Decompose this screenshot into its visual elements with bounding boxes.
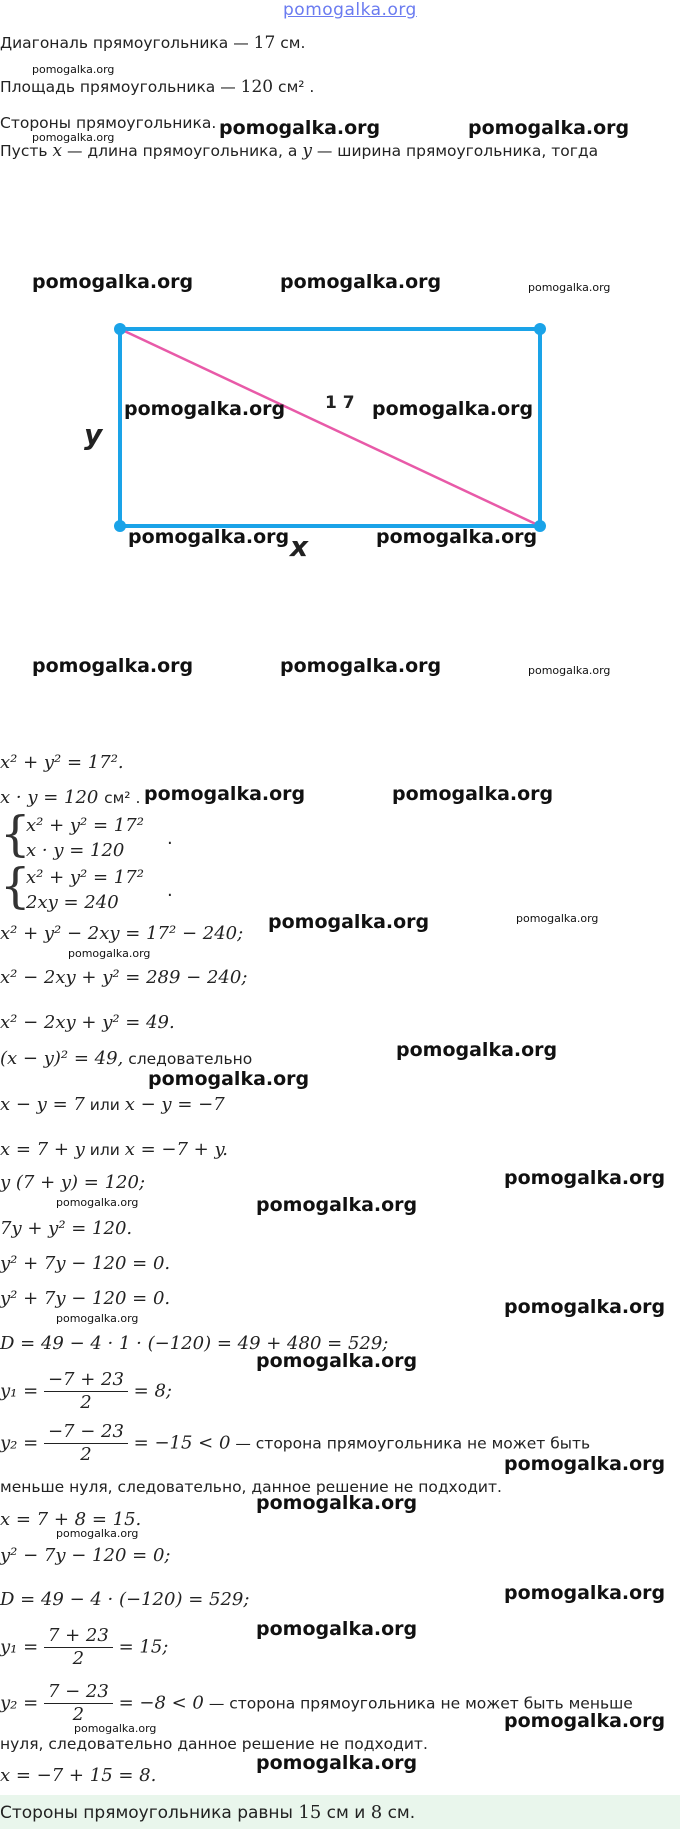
area-statement [0, 77, 314, 97]
watermark: pomogalka.org [528, 281, 611, 294]
label-diagonal: 1 7 [325, 393, 355, 413]
root-lhs: y₂ = [0, 1432, 39, 1454]
eq-subtract: x² + y² − 2xy = 17² − 240; [0, 923, 244, 944]
eq-result-49: x² − 2xy + y² = 49. [0, 1012, 175, 1033]
system2-eq2: 2xy = 240 [26, 892, 119, 913]
eq-pythagoras: x² + y² = 17². [0, 752, 124, 773]
eq-area-unit: см² . [104, 789, 141, 807]
fraction-numerator: 7 − 23 [44, 1681, 113, 1704]
watermark: pomogalka.org [128, 526, 290, 548]
eq-open: 7y + y² = 120. [0, 1218, 133, 1239]
let-text: — ширина прямоугольника, тогда [311, 142, 599, 160]
area-value: 120 [240, 77, 274, 97]
vertex-point [534, 323, 546, 335]
fraction-denominator: 2 [80, 1392, 92, 1413]
eq-discriminant: D = 49 − 4 · 1 · (−120) = 49 + 480 = 529; [0, 1333, 389, 1354]
eq-x-math: x = −7 + y. [124, 1139, 228, 1160]
var-x: x [52, 141, 63, 161]
fraction-numerator: 7 + 23 [44, 1625, 113, 1648]
eq-square-text: следовательно [123, 1050, 253, 1068]
eq-quadratic-2: y² − 7y − 120 = 0; [0, 1545, 171, 1566]
diag-suffix: см. [275, 34, 306, 52]
label-y: y [84, 418, 103, 451]
watermark: pomogalka.org [280, 271, 442, 293]
watermark: pomogalka.org [392, 783, 554, 805]
root-comment: — сторона прямоугольника не может быть меньше [203, 1694, 633, 1713]
root-comment-continued: меньше нуля, следовательно, данное решение не подходит. [0, 1478, 502, 1496]
root-lhs: y₂ = [0, 1692, 39, 1714]
system2-dot: . [167, 880, 173, 901]
watermark: pomogalka.org [396, 1039, 558, 1061]
watermark: pomogalka.org [56, 1527, 139, 1540]
watermark: pomogalka.org [468, 117, 630, 139]
watermark: pomogalka.org [504, 1453, 666, 1475]
eq-square-math: (x − y)² = 49, [0, 1048, 124, 1069]
let-text: — длина прямоугольника, а [62, 142, 303, 160]
answer-suffix: см. [382, 1803, 416, 1823]
system1-eq1: x² + y² = 17² [26, 815, 144, 836]
root-rhs: = −8 < 0 [118, 1692, 204, 1714]
answer-middle: см и [321, 1803, 371, 1823]
system1-dot: . [167, 828, 173, 849]
watermark: pomogalka.org [376, 526, 538, 548]
watermark: pomogalka.org [256, 1752, 418, 1774]
watermark: pomogalka.org [144, 783, 306, 805]
root-fraction [44, 1421, 128, 1466]
watermark: pomogalka.org [504, 1582, 666, 1604]
system-brace: { [0, 858, 31, 914]
watermark: pomogalka.org [68, 947, 151, 960]
eq-root-y2 [0, 1421, 590, 1466]
watermark: pomogalka.org [56, 1196, 139, 1209]
root-rhs: = 8; [133, 1380, 172, 1402]
eq-x-math: x = 7 + y [0, 1139, 85, 1160]
watermark: pomogalka.org [256, 1194, 418, 1216]
fraction-denominator: 2 [72, 1704, 85, 1725]
watermark: pomogalka.org [372, 398, 534, 420]
watermark: pomogalka.org [256, 1492, 418, 1514]
eq-quadratic: y² + 7y − 120 = 0. [0, 1253, 171, 1274]
watermark: pomogalka.org [56, 1312, 139, 1325]
eq-x-express [0, 1139, 228, 1161]
fraction-numerator: −7 − 23 [44, 1421, 128, 1444]
answer-text [0, 1802, 415, 1823]
diag-value: 17 [253, 33, 276, 53]
system2-eq1: x² + y² = 17² [26, 867, 144, 888]
system-brace: { [0, 806, 31, 862]
answer-prefix: Стороны прямоугольника равны [0, 1803, 299, 1823]
eq-diff-math: x − y = 7 [0, 1094, 85, 1115]
area-suffix: см² . [273, 78, 315, 96]
eq-diff [0, 1094, 225, 1116]
var-y: y [302, 141, 312, 161]
vertex-point [114, 520, 126, 532]
eq-area-math: x · y = 120 [0, 787, 105, 808]
watermark: pomogalka.org [256, 1618, 418, 1640]
eq-x-value-2: x = −7 + 15 = 8. [0, 1765, 157, 1786]
eq-expand: x² − 2xy + y² = 289 − 240; [0, 967, 248, 988]
eq-diff-math: x − y = −7 [124, 1094, 225, 1115]
or-text: или [84, 1141, 125, 1159]
eq-root-y3 [0, 1625, 168, 1670]
let-text: Пусть [0, 142, 53, 160]
watermark: pomogalka.org [256, 1350, 418, 1372]
fraction-numerator: −7 + 23 [44, 1369, 128, 1392]
root-comment: — сторона прямоугольника не может быть [230, 1434, 591, 1453]
watermark: pomogalka.org [280, 655, 442, 677]
eq-square [0, 1048, 252, 1070]
eq-quadratic-repeat: y² + 7y − 120 = 0. [0, 1288, 171, 1309]
root-rhs: = 15; [118, 1636, 169, 1658]
root-comment-continued: нуля, следовательно данное решение не подходит. [0, 1735, 428, 1753]
vertex-point [114, 323, 126, 335]
site-logo[interactable]: pomogalka.org [283, 0, 417, 20]
watermark: pomogalka.org [219, 117, 381, 139]
eq-root-y1 [0, 1369, 172, 1414]
watermark: pomogalka.org [74, 1722, 157, 1735]
system1-eq2: x · y = 120 [26, 840, 125, 861]
diag-prefix: Диагональ прямоугольника — [0, 34, 254, 52]
eq-substitute: y (7 + y) = 120; [0, 1172, 146, 1193]
root-lhs: y₁ = [0, 1636, 39, 1658]
watermark: pomogalka.org [504, 1710, 666, 1732]
watermark: pomogalka.org [32, 271, 194, 293]
watermark: pomogalka.org [32, 131, 115, 144]
area-prefix: Площадь прямоугольника — [0, 78, 241, 96]
let-statement [0, 141, 598, 161]
diagonal-statement [0, 33, 305, 53]
watermark: pomogalka.org [528, 664, 611, 677]
watermark: pomogalka.org [32, 63, 115, 76]
eq-x-value: x = 7 + 8 = 15. [0, 1509, 142, 1530]
answer-width: 8 [370, 1802, 383, 1823]
root-fraction [44, 1681, 113, 1726]
watermark: pomogalka.org [148, 1068, 310, 1090]
watermark: pomogalka.org [516, 912, 599, 925]
watermark: pomogalka.org [268, 911, 430, 933]
watermark: pomogalka.org [32, 655, 194, 677]
root-fraction [44, 1369, 128, 1414]
fraction-denominator: 2 [72, 1648, 85, 1669]
root-fraction [44, 1625, 113, 1670]
or-text: или [84, 1096, 125, 1114]
watermark: pomogalka.org [504, 1296, 666, 1318]
watermark: pomogalka.org [504, 1167, 666, 1189]
diagonal-line [120, 329, 540, 526]
label-x: x [290, 530, 309, 563]
fraction-denominator: 2 [80, 1444, 92, 1465]
root-lhs: y₁ = [0, 1380, 39, 1402]
eq-discriminant-2: D = 49 − 4 · (−120) = 529; [0, 1589, 250, 1610]
watermark: pomogalka.org [124, 398, 286, 420]
answer-length: 15 [298, 1802, 322, 1823]
root-rhs: = −15 < 0 [133, 1432, 231, 1454]
find-statement: Стороны прямоугольника. [0, 114, 217, 132]
